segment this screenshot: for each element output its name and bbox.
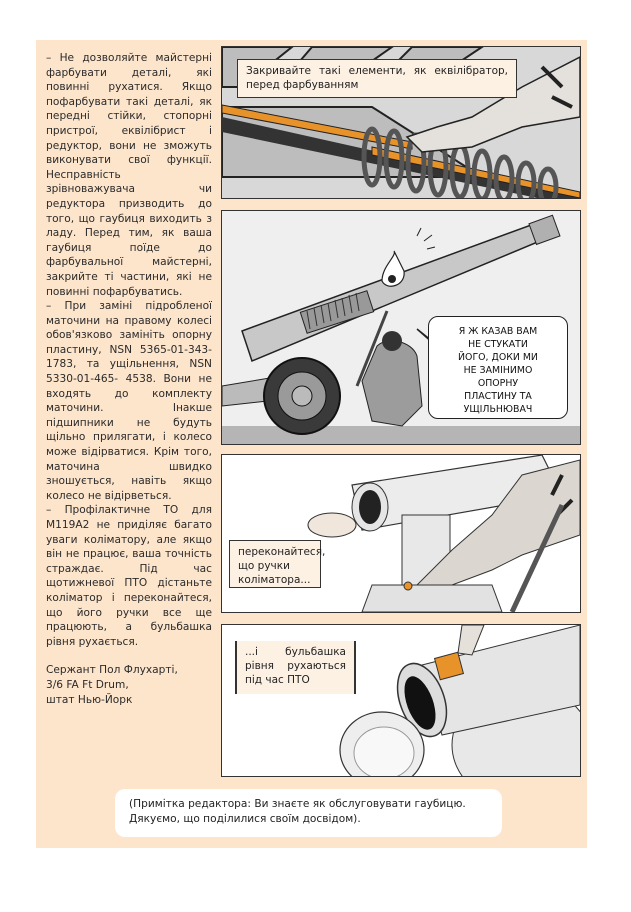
bubble-line: ОПОРНУ <box>477 378 519 389</box>
collimator-illustration <box>222 455 580 612</box>
comic-panel-bubble-level <box>221 624 581 777</box>
signature-line: 3/6 FA Ft Drum, <box>46 678 129 691</box>
author-signature <box>46 663 212 707</box>
bubble-line: НЕ СТУКАТИ <box>468 339 528 350</box>
paragraph-collimator: – Профілактичне ТО для M119A2 не приділяє багато уваги коліматору, але якщо він не працює, ваша точність страждає. Під час щотижневої ПТО дістаньте коліматор і переконайтеся, що його ручки все ще працюють, а бульбашка рівня рухається. <box>46 504 212 648</box>
speech-bubble <box>428 316 568 419</box>
paragraph-paint: – Не дозволяйте майстерні фарбувати деталі, які повинні рухатися. Якщо пофарбувати такі деталі, як передні стійки, стопорні пристрої, еквілібрист і редуктор, вони не зможуть виконувати свої функції. Несправність зрівноважувача чи редуктора призводить до того, що гаубиця виходить з ладу. Перед тим, як ваша гаубиця поїде до фарбувальної майстерні, закрийте ті частини, які не повинні пофарбуватись. <box>46 52 212 298</box>
panel-caption: переконайтеся, що ручки коліматора... <box>229 540 321 588</box>
editor-note <box>115 789 502 837</box>
bubble-line: НЕ ЗАМІНИМО <box>463 365 533 376</box>
bubble-line: ПЛАСТИНУ ТА <box>464 391 532 402</box>
bubble-line: ЙОГО, ДОКИ МИ <box>458 352 538 363</box>
paragraph-hub: – При заміні підробленої маточини на правому колесі обов'язково замініть опорну пластину, NSN 5365-01-343-1783, та ущільнення, NSN 5330-01-465- 4538. Вони не входять до комплекту маточини. Інакше підшипники не будуть щільно прилягати, і колесо може відірватися. Крім того, маточина швидко зношується, навіть якщо колесо не відірветься. <box>46 300 212 502</box>
comic-panel-equilibrator <box>221 46 581 199</box>
article-text <box>46 51 212 707</box>
signature-line: Сержант Пол Флухарті, <box>46 664 178 677</box>
bubble-line: Я Ж КАЗАВ ВАМ <box>458 326 538 337</box>
editor-note-line: (Примітка редактора: Ви знаєте як обслуговувати гаубицю. <box>129 798 466 810</box>
panel-caption: Закривайте такі елементи, як еквілібратор, перед фарбуванням <box>237 59 517 98</box>
comic-panel-howitzer <box>221 210 581 445</box>
signature-line: штат Нью-Йорк <box>46 693 133 706</box>
editor-note-line: Дякуємо, що поділилися своїм досвідом). <box>129 813 361 825</box>
panel-caption: ...і бульбашка рівня рухаються під час ПТО <box>235 641 356 694</box>
bubble-line: УЩІЛЬНЮВАЧ <box>463 404 533 415</box>
comic-panel-collimator-knobs <box>221 454 581 613</box>
